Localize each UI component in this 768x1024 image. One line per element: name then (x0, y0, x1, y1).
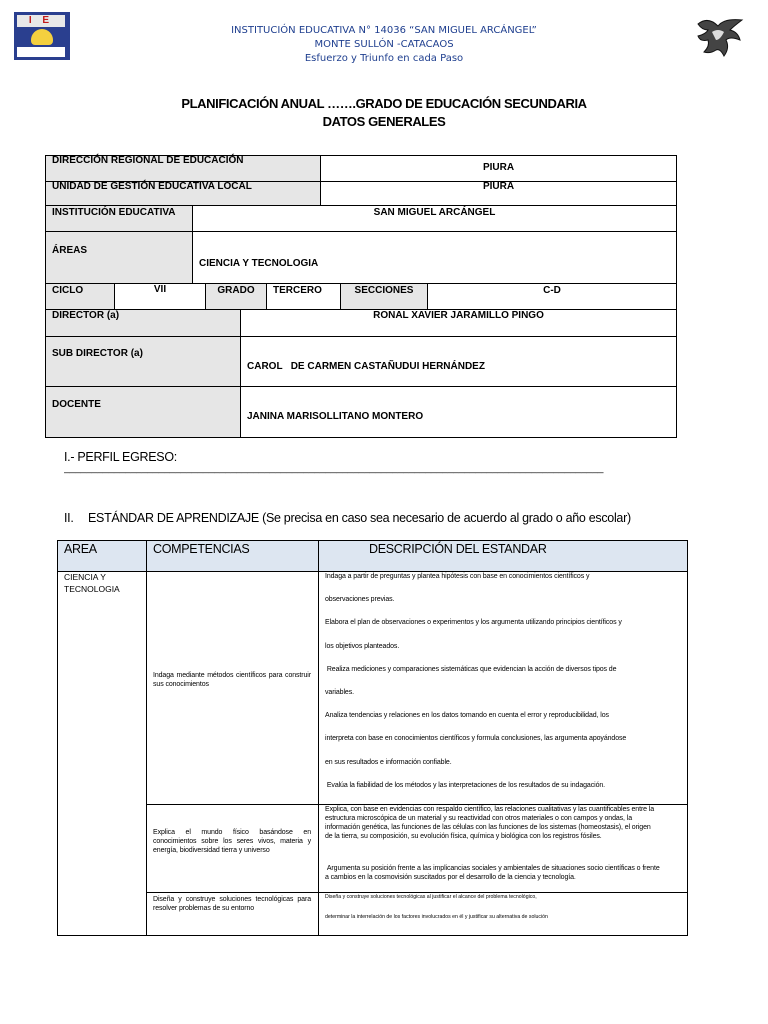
perfil-egreso-label: I.- PERFIL EGRESO: (64, 450, 177, 464)
desc-1-line: Evalúa la fiabilidad de los métodos y las interpretaciones de los resultados de su indagación. (325, 781, 606, 789)
grado-value: TERCERO (273, 285, 322, 296)
desc-3-line: determinar la interrelación de los factores involucrados en él y justificar su alternativa de solución (325, 914, 548, 920)
subdirector-label-cell (45, 336, 241, 387)
ciclo-label: CICLO (52, 285, 84, 296)
desc-1-line: observaciones previas. (325, 596, 395, 604)
desc-1-line: los objetivos planteados. (325, 642, 400, 650)
dre-value: PIURA (482, 162, 515, 173)
desc-1-list (325, 572, 683, 804)
estandar-heading-num: II. (64, 511, 74, 525)
page-title: PLANIFICACIÓN ANUAL …….GRADO DE EDUCACIÓN SECUNDARIA (181, 96, 587, 111)
areas-value: CIENCIA Y TECNOLOGIA (199, 258, 319, 269)
docente-label: DOCENTE (52, 399, 101, 410)
ugel-label: UNIDAD DE GESTIÓN EDUCATIVA LOCAL (52, 181, 252, 192)
header-line-2: MONTE SULLÓN -CATACAOS (314, 39, 454, 50)
competencia-2: Explica el mundo físico basándose en conocimientos sobre los seres vivos, materia y energía, biodiversidad tierra y universo (153, 829, 311, 855)
director-value: RONAL XAVIER JARAMILLO PINGO (373, 310, 544, 321)
desc-1-line: Realiza mediciones y comparaciones sistemáticas que evidencian la acción de diversos tipos de (325, 665, 617, 673)
desc-2-para: Argumenta su posición frente a las implicancias sociales y ambientales de situaciones socio científicas o frente a cambios en la cosmovisión suscitados por el desarrollo de la ciencia y tecnología. (325, 865, 662, 882)
grado-label: GRADO (217, 285, 255, 296)
areas-label-cell (45, 231, 193, 284)
desc-3-line: Diseña y construye soluciones tecnológicas al justificar el alcance del problema tecnológico, (325, 894, 537, 900)
dre-label: DIRECCIÓN REGIONAL DE EDUCACIÓN (52, 155, 244, 166)
competencia-3: Diseña y construye soluciones tecnológicas para resolver problemas de su entorno (153, 896, 311, 913)
competencia-1: Indaga mediante métodos científicos para construir sus conocimientos (153, 672, 311, 689)
header-line-1: INSTITUCIÓN EDUCATIVA N° 14036 “SAN MIGUEL ARCÁNGEL” (231, 25, 537, 36)
areas-label: ÁREAS (52, 245, 88, 256)
subdirector-value: CAROL DE CARMEN CASTAÑUDUI HERNÁNDEZ (247, 361, 485, 372)
ugel-value: PIURA (482, 181, 515, 192)
docente-value: JANINA MARISOLLITANO MONTERO (247, 411, 424, 422)
director-label: DIRECTOR (a) (52, 310, 120, 321)
area-value: CIENCIA Y TECNOLOGIA (64, 572, 120, 595)
secciones-value: C-D (543, 285, 561, 296)
desc-1-line: interpreta con base en conocimientos científicos y formula conclusiones, las argumenta apoyándose (325, 735, 627, 743)
ciclo-value: VII (153, 284, 167, 295)
secciones-label: SECCIONES (354, 285, 414, 296)
docente-label-cell (45, 386, 241, 438)
page-subtitle: DATOS GENERALES (322, 114, 446, 129)
perfil-egreso-line: _________________________________________________________________________________________________ (64, 463, 604, 474)
col-descripcion: DESCRIPCIÓN DEL ESTANDAR (369, 542, 547, 556)
header-motto: Esfuerzo y Triunfo en cada Paso (304, 53, 464, 64)
desc-2-para: Explica, con base en evidencias con respaldo científico, las relaciones cualitativas y las cuantificables entre la estructura microscópica de un material y su reactividad con otros materiales o con campos y ondas, la información genética, las funciones de las células con las funciones de los sistemas (homeostasis), el origen de la tierra, su composición, su evolución física, química y biológica con los registros fósiles. (325, 806, 655, 841)
ie-label: INSTITUCIÓN EDUCATIVA (52, 207, 176, 218)
desc-1-line: en sus resultados e información confiable. (325, 758, 452, 766)
logo-text: I E (17, 15, 65, 27)
area-cell (57, 571, 147, 936)
estandar-heading: ESTÁNDAR DE APRENDIZAJE (Se precisa en caso sea necesario de acuerdo al grado o año escolar) (88, 511, 631, 525)
desc-1-line: Elabora el plan de observaciones o experimentos y los argumenta utilizando principios científicos y (325, 619, 622, 627)
eagle-emblem-icon (694, 14, 746, 58)
col-competencias: COMPETENCIAS (153, 542, 250, 556)
col-area: AREA (64, 542, 97, 556)
ie-value: SAN MIGUEL ARCÁNGEL (373, 207, 496, 218)
subdirector-label: SUB DIRECTOR (a) (52, 348, 143, 359)
desc-1-line: Indaga a partir de preguntas y plantea hipótesis con base en conocimientos científicos y (325, 573, 590, 580)
desc-1-line: variables. (325, 688, 354, 696)
desc-1-line: Analiza tendencias y relaciones en los datos tomando en cuenta el error y reproducibilidad, los (325, 712, 609, 720)
